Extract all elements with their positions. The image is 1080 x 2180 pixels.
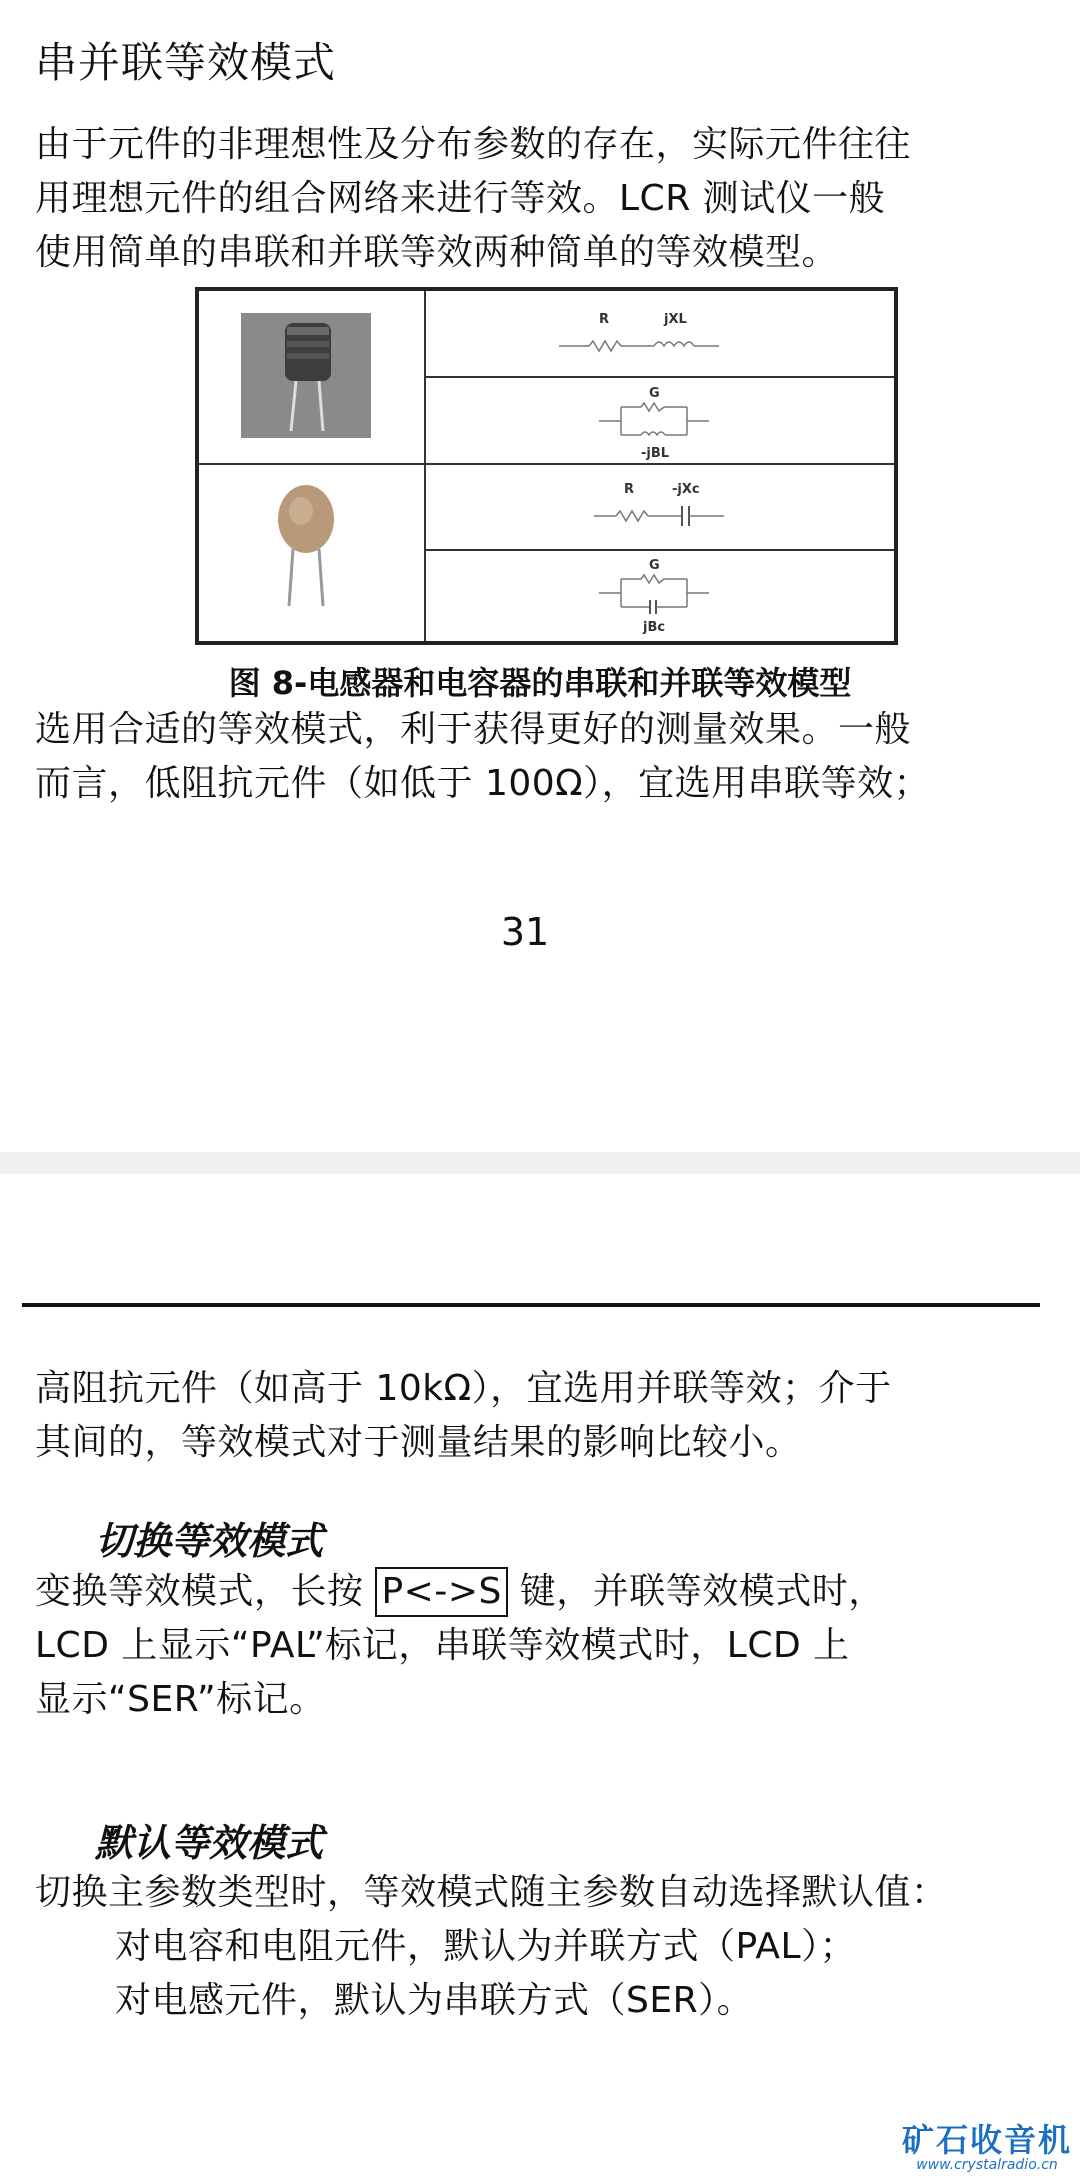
intro-line-1: 由于元件的非理想性及分布参数的存在，实际元件往往: [35, 124, 912, 165]
inductor-series-circuit: [559, 301, 719, 371]
switch-mode-heading: 切换等效模式: [95, 1518, 324, 1563]
page-number: 31: [500, 910, 550, 954]
section-title: 串并联等效模式: [35, 38, 337, 87]
switch-mode-paragraph: [35, 1565, 885, 1727]
switch-mode-line-3: 显示“SER”标记。: [35, 1679, 326, 1720]
switch-mode-text-after: 键，并联等效模式时，: [507, 1571, 885, 1612]
capacitor-parallel-g-label: G: [649, 558, 660, 573]
watermark-url: www.crystalradio.cn: [916, 2157, 1058, 2173]
site-watermark-logo: [902, 2115, 1072, 2173]
inductor-parallel-b-label: -jBL: [641, 446, 670, 461]
figure-caption: 图 8-电感器和电容器的串联和并联等效模型: [228, 664, 852, 702]
impedance-paragraph: [35, 1362, 892, 1470]
capacitor-parallel-circuit: [599, 555, 709, 635]
default-mode-paragraph: [35, 1866, 948, 2028]
selection-line-1: 选用合适的等效模式，利于获得更好的测量效果。一般: [35, 709, 912, 750]
capacitor-series-x-label: -jXc: [672, 482, 700, 497]
switch-mode-text-before: 变换等效模式，长按: [35, 1571, 376, 1612]
intro-paragraph: [35, 118, 911, 280]
figure-row-divider: [199, 463, 894, 465]
impedance-line-2: 其间的，等效模式对于测量结果的影响比较小。: [35, 1422, 802, 1463]
default-mode-heading: 默认等效模式: [95, 1820, 324, 1865]
default-mode-line-2: 对电容和电阻元件，默认为并联方式（PAL）；: [115, 1926, 857, 1967]
ps-key-label: P<->S: [375, 1567, 507, 1617]
inductor-series-x-label: jXL: [664, 312, 687, 327]
inductor-series-r-label: R: [599, 312, 610, 327]
switch-mode-line-1: [35, 1565, 885, 1619]
page-header-rule: [22, 1303, 1040, 1307]
intro-line-3: 使用简单的串联和并联等效两种简单的等效模型。: [35, 232, 839, 273]
capacitor-photo: [261, 481, 351, 611]
default-mode-line-1: 切换主参数类型时，等效模式随主参数自动选择默认值：: [35, 1872, 948, 1913]
equivalent-model-figure: [195, 287, 898, 645]
selection-line-2: 而言，低阻抗元件（如低于 100Ω），宜选用串联等效；: [35, 763, 931, 804]
intro-line-2: 用理想元件的组合网络来进行等效。LCR 测试仪一般: [35, 178, 886, 219]
inductor-parallel-circuit: [599, 383, 709, 463]
watermark-name: 矿石收音机: [901, 2121, 1072, 2159]
page-break-band: [0, 1152, 1080, 1174]
inductor-parallel-g-label: G: [649, 386, 660, 401]
inductor-photo: [241, 313, 371, 438]
figure-column-divider: [424, 291, 426, 641]
figure-row-divider: [424, 376, 894, 378]
switch-mode-line-2: LCD 上显示“PAL”标记，串联等效模式时，LCD 上: [35, 1625, 850, 1666]
capacitor-parallel-b-label: jBc: [643, 620, 666, 635]
selection-paragraph: [35, 703, 930, 811]
impedance-line-1: 高阻抗元件（如高于 10kΩ），宜选用并联等效；介于: [35, 1368, 892, 1409]
default-mode-line-3: 对电感元件，默认为串联方式（SER）。: [115, 1980, 754, 2021]
figure-row-divider: [424, 549, 894, 551]
capacitor-series-r-label: R: [624, 482, 635, 497]
capacitor-series-circuit: [594, 471, 734, 541]
